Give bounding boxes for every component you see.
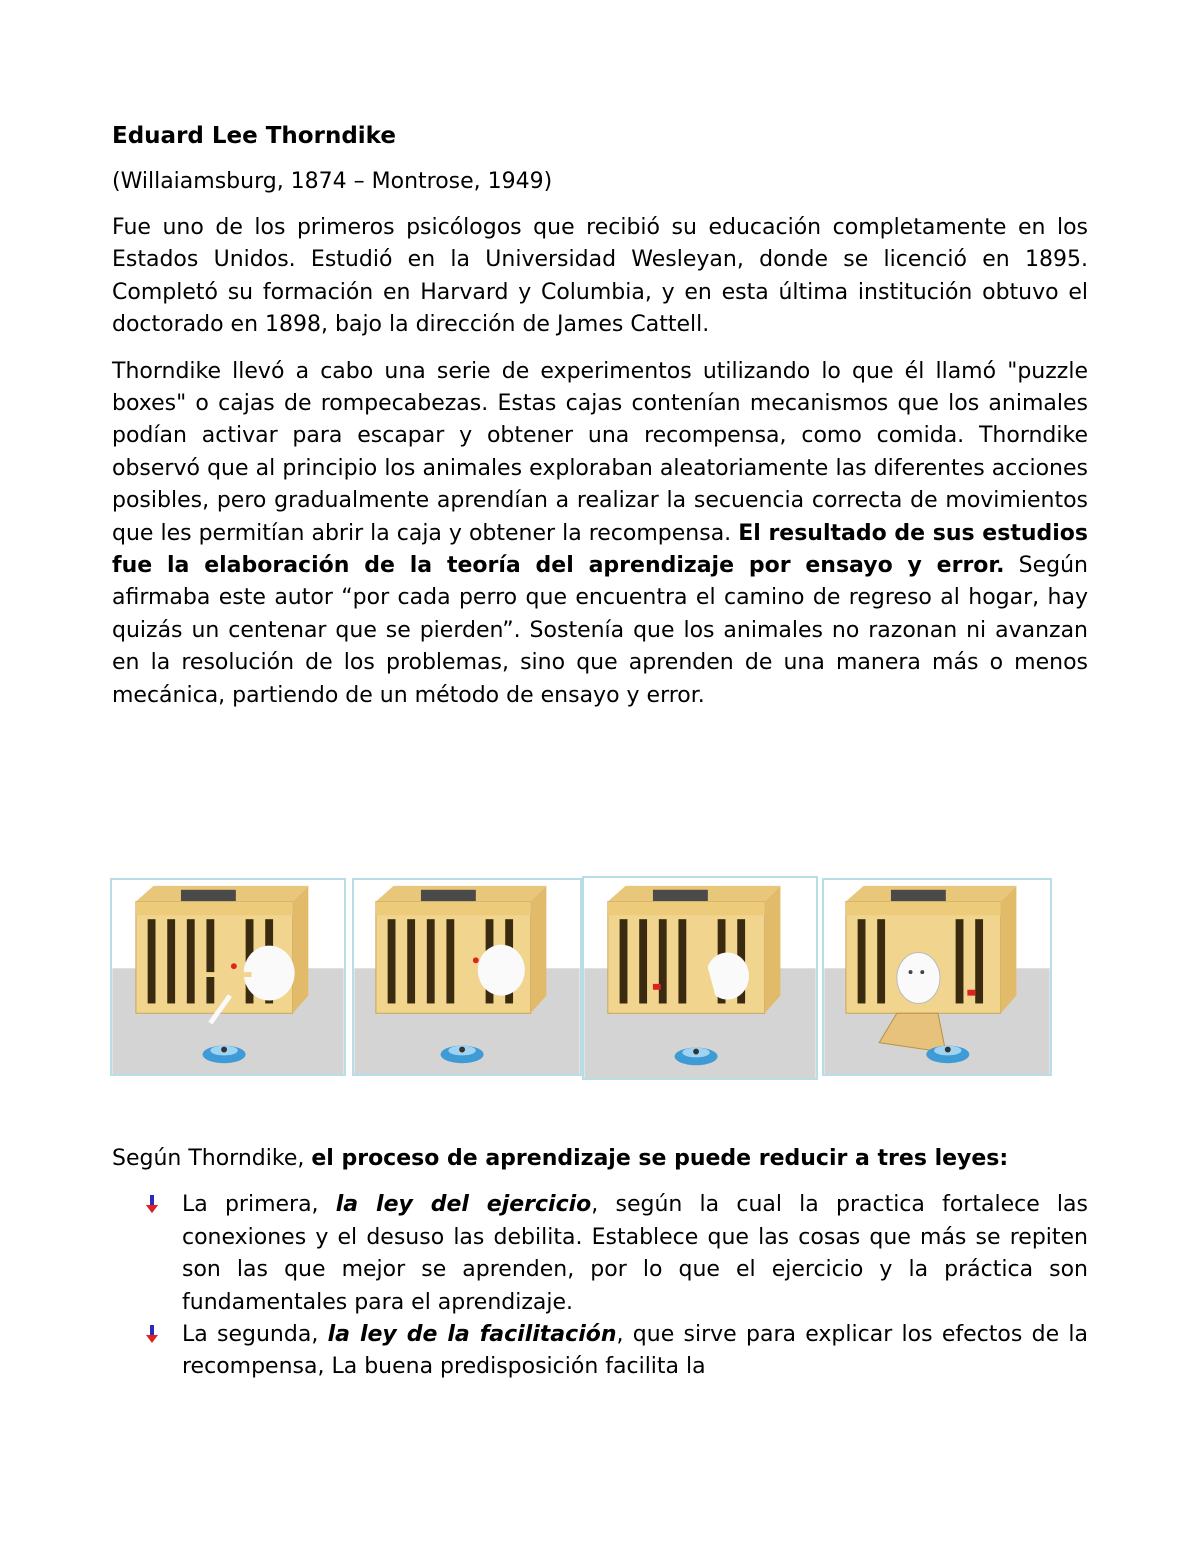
puzzle-box-panel-3 (582, 876, 818, 1080)
paragraph-experiments-text-a: Thorndike llevó a cabo una serie de experimentos utilizando lo que él llamó "puzzle boxes" o cajas de rompecabezas. Estas cajas contenían mecanismos que los animales podían activar para escapar y obtener una recompensa, como comida. Thorndike observó que al principio los animales exploraban aleatoriamente las diferentes acciones posibles, pero gradualmente aprendían a realizar la secuencia correcta de movimientos que les permitían abrir la caja y obtener la recompensa. (112, 358, 1088, 546)
puzzle-box-figure (110, 876, 1054, 1082)
law-2-text: , que sirve para explicar los efectos de la recompensa, La buena predisposición facilita la (182, 1322, 1089, 1380)
law-2-intro: La segunda, (182, 1322, 328, 1348)
laws-intro-text: Según Thorndike, (112, 1146, 312, 1171)
law-1-intro: La primera, (182, 1192, 336, 1218)
life-dates: (Willaiamsburg, 1874 – Montrose, 1949) (112, 169, 553, 194)
list-item (182, 1189, 1088, 1319)
law-2-term: la ley de la facilitación (327, 1322, 617, 1348)
law-1-term: la ley del ejercicio (335, 1192, 592, 1218)
paragraph-experiments (112, 356, 1088, 712)
laws-list (112, 1189, 1088, 1383)
paragraph-biography: Fue uno de los primeros psicólogos que recibió su educación completamente en los Estados Unidos. Estudió en la Universidad Wesleyan, donde se licenció en 1895. Completó su formación en Harvard y Columbia, y en esta última institución obtuvo el doctorado en 1898, bajo la dirección de James Cattell. (112, 215, 1088, 338)
puzzle-box-panel-1 (110, 878, 346, 1076)
law-1-text: , según la cual la practica fortalece las conexiones y el desuso las debilita. Establece que las cosas que más se repiten son las que mejor se aprenden, por lo que el ejercicio y la práctica son fundamentales para el aprendizaje. (182, 1192, 1088, 1315)
list-item (182, 1319, 1088, 1384)
laws-section (112, 1143, 1088, 1384)
puzzle-box-panel-4 (822, 878, 1052, 1076)
paragraph-experiments-bold: El resultado de sus estudios fue la elaboración de la teoría del aprendizaje por ensayo y error. (112, 520, 1088, 579)
puzzle-box-panel-2 (352, 878, 582, 1076)
document-body (112, 120, 1088, 726)
laws-intro (112, 1143, 1088, 1175)
arrow-bullet-icon (142, 1189, 162, 1221)
cat-escaping-puzzle-box-illustration (824, 880, 1050, 1074)
cat-in-puzzle-box-illustration (112, 880, 344, 1074)
laws-intro-bold: el proceso de aprendizaje se puede reducir a tres leyes: (311, 1146, 1009, 1171)
document-title: Eduard Lee Thorndike (112, 123, 396, 149)
cat-in-puzzle-box-illustration (354, 880, 580, 1074)
cat-in-puzzle-box-illustration (584, 878, 816, 1078)
paragraph-experiments-text-b: Según afirmaba este autor “por cada perro que encuentra el camino de regreso al hogar, hay quizás un centenar que se pierden”. Sostenía que los animales no razonan ni avanzan en la resolución de los problemas, sino que aprenden de una manera más o menos mecánica, partiendo de un método de ensayo y error. (112, 553, 1088, 708)
arrow-bullet-icon (142, 1319, 162, 1351)
